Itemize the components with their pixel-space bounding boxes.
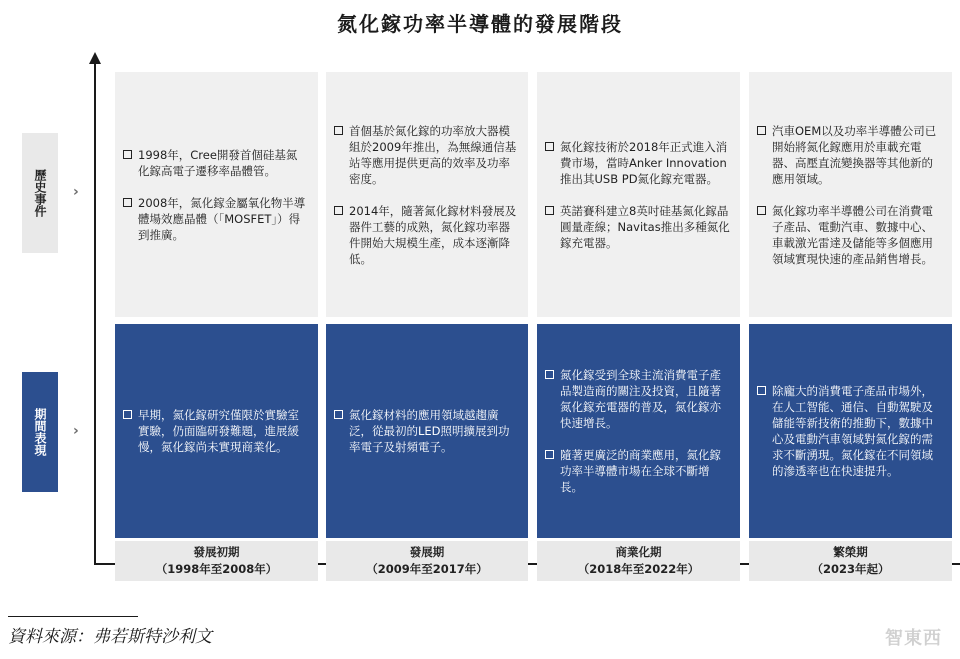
history-cell-1 (115, 72, 318, 317)
phase-period: （1998年至2008年） (155, 562, 278, 576)
phase-label-2 (326, 541, 528, 581)
diagram-title: 氮化鎵功率半導體的發展階段 (337, 12, 623, 36)
row-label-history: 歷史事件 (22, 133, 58, 253)
history-cell-2 (326, 72, 528, 317)
history-cell-3 (537, 72, 740, 317)
checkbox-square-icon (545, 450, 554, 459)
phase-label-4 (749, 541, 952, 581)
checkbox-square-icon (545, 206, 554, 215)
phase-label-3 (537, 541, 740, 581)
list-item: 氮化鎵技術於2018年正式進入消費市場，當時Anker Innovation推出其USB PD氮化鎵充電器。 (545, 139, 730, 187)
row-label-performance: 期間表現 (22, 372, 58, 492)
history-cell-4 (749, 72, 952, 317)
chevron-right-icon: › (73, 184, 79, 200)
list-item: 1998年，Cree開發首個硅基氮化鎵高電子遷移率晶體管。 (123, 147, 308, 179)
phase-period: （2023年起） (811, 562, 890, 576)
checkbox-square-icon (123, 410, 132, 419)
performance-cell-2 (326, 324, 528, 538)
checkbox-square-icon (757, 126, 766, 135)
list-item: 2008年，氮化鎵金屬氧化物半導體場效應晶體（「MOSFET」）得到推廣。 (123, 195, 308, 243)
checkbox-square-icon (334, 410, 343, 419)
chevron-right-icon: › (73, 423, 79, 439)
source-note: 資料來源：弗若斯特沙利文 (8, 627, 212, 647)
phase-label-1 (115, 541, 318, 581)
checkbox-square-icon (123, 198, 132, 207)
list-item: 汽車OEM以及功率半導體公司已開始將氮化鎵應用於車載充電器、高壓直流變換器等其他新的應用領域。 (757, 123, 942, 187)
list-item: 首個基於氮化鎵的功率放大器模組於2009年推出，為無線通信基站等應用提供更高的效率及功率密度。 (334, 123, 518, 187)
list-item: 隨著更廣泛的商業應用，氮化鎵功率半導體市場在全球不斷增長。 (545, 447, 730, 495)
checkbox-square-icon (334, 126, 343, 135)
checkbox-square-icon (757, 206, 766, 215)
phase-name: 發展期 (409, 545, 445, 559)
phase-period: （2009年至2017年） (366, 562, 488, 576)
performance-cell-4 (749, 324, 952, 538)
watermark-logo: 智東西 (885, 628, 942, 649)
phase-name: 商業化期 (615, 545, 662, 559)
source-divider (8, 616, 138, 617)
list-item: 氮化鎵受到全球主流消費電子產品製造商的關注及投資，且隨著氮化鎵充電器的普及，氮化鎵亦快速增長。 (545, 367, 730, 431)
list-item: 2014年，隨著氮化鎵材料發展及器件工藝的成熟，氮化鎵功率器件開始大規模生產，成本逐漸降低。 (334, 203, 518, 267)
list-item: 英諾賽科建立8英吋硅基氮化鎵晶圓量產線；Navitas推出多種氮化鎵充電器。 (545, 203, 730, 251)
checkbox-square-icon (334, 206, 343, 215)
checkbox-square-icon (545, 142, 554, 151)
checkbox-square-icon (757, 386, 766, 395)
checkbox-square-icon (545, 370, 554, 379)
phase-name: 繁榮期 (833, 545, 868, 559)
list-item: 氮化鎵材料的應用領域越趨廣泛，從最初的LED照明擴展到功率電子及射頻電子。 (334, 407, 518, 455)
vertical-axis (94, 60, 96, 565)
phase-period: （2018年至2022年） (577, 562, 700, 576)
list-item: 早期，氮化鎵研究僅限於實驗室實驗，仍面臨研發難題，進展緩慢，氮化鎵尚未實現商業化。 (123, 407, 308, 455)
list-item: 除龐大的消費電子產品市場外，在人工智能、通信、自動駕駛及儲能等新技術的推動下，數據中心及電動汽車領域對氮化鎵的需求不斷湧現。氮化鎵在不同領域的滲透率也在快速提升。 (757, 383, 942, 479)
checkbox-square-icon (123, 150, 132, 159)
list-item: 氮化鎵功率半導體公司在消費電子產品、電動汽車、數據中心、車載激光雷達及儲能等多個應用領域實現快速的產品銷售增長。 (757, 203, 942, 267)
performance-cell-1 (115, 324, 318, 538)
phase-name: 發展初期 (193, 545, 240, 559)
performance-cell-3 (537, 324, 740, 538)
